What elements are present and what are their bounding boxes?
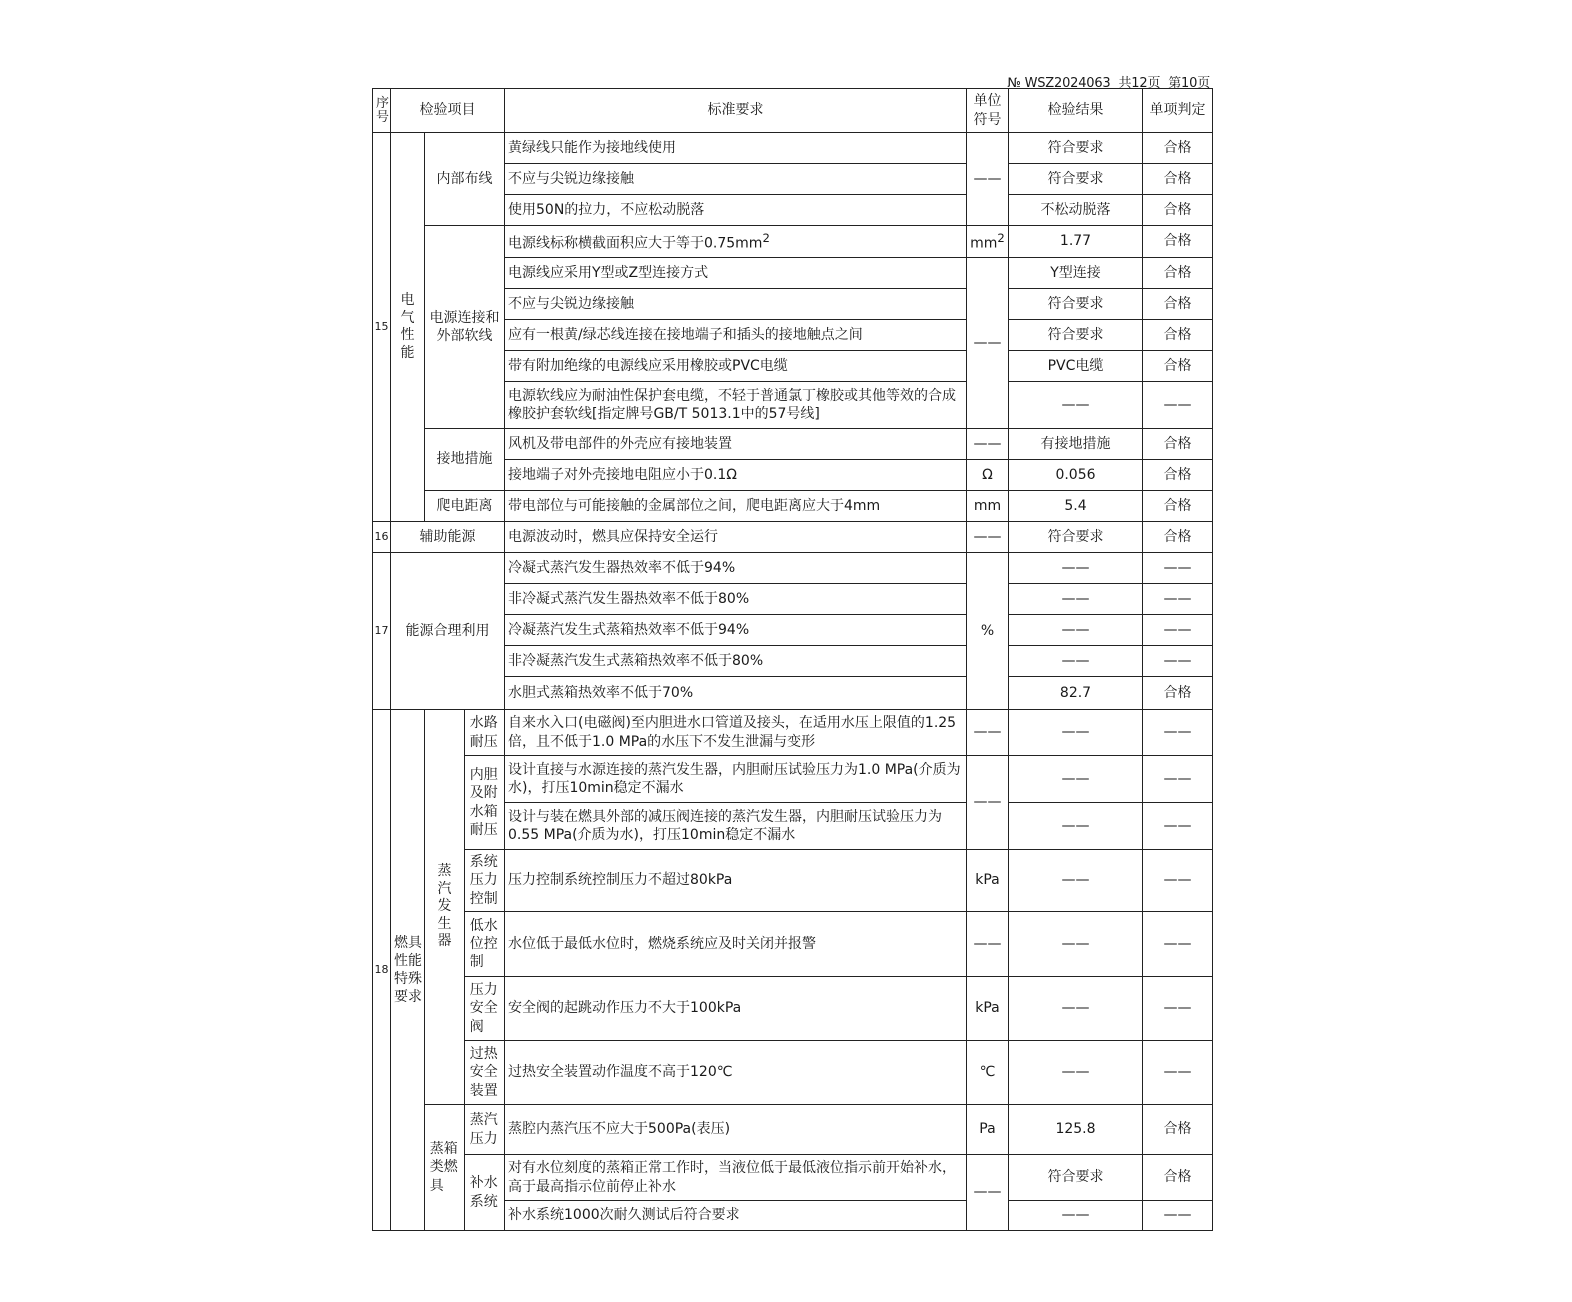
result-cell: PVC电缆 (1009, 351, 1143, 382)
table-row (373, 429, 1213, 460)
col-result: 检验结果 (1009, 89, 1143, 133)
result-cell: —— (1009, 710, 1143, 756)
requirement-cell: 非冷凝式蒸汽发生器热效率不低于80% (505, 584, 967, 615)
verdict-cell: —— (1143, 615, 1213, 646)
result-cell: 不松动脱落 (1009, 195, 1143, 226)
requirement-cell: 蒸腔内蒸汽压不应大于500Pa(表压) (505, 1105, 967, 1155)
page-number: 第10页 (1168, 76, 1210, 91)
requirement-cell: 安全阀的起跳动作压力不大于100kPa (505, 977, 967, 1041)
verdict-cell: —— (1143, 803, 1213, 850)
requirement-cell: 补水系统1000次耐久测试后符合要求 (505, 1201, 967, 1231)
verdict-cell: —— (1143, 710, 1213, 756)
unit-cell: —— (967, 522, 1009, 553)
table-row (373, 1155, 1213, 1201)
requirement-cell: 电源软线应为耐油性保护套电缆，不轻于普通氯丁橡胶或其他等效的合成橡胶护套软线[指定牌号GB/T 5013.1中的57号线] (505, 382, 967, 429)
result-cell: —— (1009, 977, 1143, 1041)
table-row (373, 491, 1213, 522)
unit-cell: —— (967, 429, 1009, 460)
result-cell: —— (1009, 850, 1143, 912)
item-electrical: 电气性能 (391, 133, 425, 522)
total-pages: 共12页 (1118, 76, 1161, 91)
subitem-system-pressure: 系统压力控制 (465, 850, 505, 912)
result-cell: 符合要求 (1009, 1155, 1143, 1201)
result-cell: 符合要求 (1009, 522, 1143, 553)
table-row (373, 912, 1213, 977)
result-cell: 1.77 (1009, 226, 1143, 258)
unit-cell: kPa (967, 850, 1009, 912)
unit-cell: Pa (967, 1105, 1009, 1155)
item-special-requirements: 燃具性能特殊要求 (391, 710, 425, 1231)
result-cell: —— (1009, 1041, 1143, 1105)
item-energy-use: 能源合理利用 (391, 553, 505, 710)
verdict-cell: 合格 (1143, 460, 1213, 491)
requirement-cell: 不应与尖锐边缘接触 (505, 289, 967, 320)
table-row (373, 977, 1213, 1041)
item-aux-energy: 辅助能源 (391, 522, 505, 553)
report-number: № WSZ2024063 (1007, 76, 1111, 91)
result-cell: 符合要求 (1009, 133, 1143, 164)
table-row (373, 710, 1213, 756)
verdict-cell: 合格 (1143, 133, 1213, 164)
verdict-cell: 合格 (1143, 226, 1213, 258)
verdict-cell: —— (1143, 553, 1213, 584)
unit-cell: —— (967, 258, 1009, 429)
header-row (373, 89, 1213, 133)
unit-cell: Ω (967, 460, 1009, 491)
verdict-cell: 合格 (1143, 429, 1213, 460)
inspection-table (372, 88, 1213, 1231)
result-cell: 125.8 (1009, 1105, 1143, 1155)
table-row (373, 226, 1213, 258)
result-cell: 82.7 (1009, 677, 1143, 710)
unit-cell: $mm^2$ (967, 226, 1009, 258)
subitem-creepage: 爬电距离 (425, 491, 505, 522)
result-cell: 有接地措施 (1009, 429, 1143, 460)
subitem-safety-valve: 压力安全阀 (465, 977, 505, 1041)
verdict-cell: 合格 (1143, 289, 1213, 320)
table-row (373, 522, 1213, 553)
unit-cell: —— (967, 912, 1009, 977)
result-cell: 0.056 (1009, 460, 1143, 491)
subitem-tank-pressure: 内胆及附水箱耐压 (465, 756, 505, 850)
requirement-cell: 冷凝式蒸汽发生器热效率不低于94% (505, 553, 967, 584)
result-cell: 符合要求 (1009, 164, 1143, 195)
col-unit: 单位符号 (967, 89, 1009, 133)
unit-cell: ℃ (967, 1041, 1009, 1105)
table-row (373, 553, 1213, 584)
result-cell: —— (1009, 615, 1143, 646)
verdict-cell: —— (1143, 584, 1213, 615)
requirement-cell: 水胆式蒸箱热效率不低于70% (505, 677, 967, 710)
seq-15: 15 (373, 133, 391, 522)
requirement-cell: 带有附加绝缘的电源线应采用橡胶或PVC电缆 (505, 351, 967, 382)
subitem-power-cord: 电源连接和外部软线 (425, 226, 505, 429)
subitem-refill-system: 补水系统 (465, 1155, 505, 1231)
result-cell: —— (1009, 756, 1143, 803)
result-cell: —— (1009, 803, 1143, 850)
requirement-cell: 风机及带电部件的外壳应有接地装置 (505, 429, 967, 460)
verdict-cell: —— (1143, 1201, 1213, 1231)
col-requirement: 标准要求 (505, 89, 967, 133)
table-row (373, 133, 1213, 164)
requirement-cell: 电源线标称横截面积应大于等于$0.75mm^2$ (505, 226, 967, 258)
verdict-cell: 合格 (1143, 677, 1213, 710)
verdict-cell: —— (1143, 912, 1213, 977)
verdict-cell: 合格 (1143, 164, 1213, 195)
result-cell: —— (1009, 553, 1143, 584)
verdict-cell: —— (1143, 756, 1213, 803)
subitem-overheat: 过热安全装置 (465, 1041, 505, 1105)
requirement-cell: 不应与尖锐边缘接触 (505, 164, 967, 195)
result-cell: —— (1009, 646, 1143, 677)
col-seq: 序号 (373, 89, 391, 133)
unit-cell: —— (967, 756, 1009, 850)
subitem-internal-wiring: 内部布线 (425, 133, 505, 226)
verdict-cell: 合格 (1143, 351, 1213, 382)
seq-16: 16 (373, 522, 391, 553)
result-cell: Y型连接 (1009, 258, 1143, 289)
requirement-cell: 电源波动时，燃具应保持安全运行 (505, 522, 967, 553)
table-row (373, 850, 1213, 912)
requirement-cell: 接地端子对外壳接地电阻应小于0.1Ω (505, 460, 967, 491)
verdict-cell: —— (1143, 850, 1213, 912)
result-cell: 符合要求 (1009, 289, 1143, 320)
requirement-cell: 电源线应采用Y型或Z型连接方式 (505, 258, 967, 289)
result-cell: —— (1009, 912, 1143, 977)
requirement-cell: 水位低于最低水位时，燃烧系统应及时关闭并报警 (505, 912, 967, 977)
subitem-grounding: 接地措施 (425, 429, 505, 491)
requirement-cell: 设计直接与水源连接的蒸汽发生器，内胆耐压试验压力为1.0 MPa(介质为水)，打压10min稳定不漏水 (505, 756, 967, 803)
table-row (373, 1105, 1213, 1155)
verdict-cell: —— (1143, 646, 1213, 677)
result-cell: 5.4 (1009, 491, 1143, 522)
unit-cell: —— (967, 133, 1009, 226)
group-steam-box: 蒸箱类燃具 (425, 1105, 465, 1231)
verdict-cell: —— (1143, 1041, 1213, 1105)
col-item: 检验项目 (391, 89, 505, 133)
verdict-cell: 合格 (1143, 522, 1213, 553)
requirement-cell: 冷凝蒸汽发生式蒸箱热效率不低于94% (505, 615, 967, 646)
verdict-cell: 合格 (1143, 320, 1213, 351)
result-cell: —— (1009, 1201, 1143, 1231)
subitem-water-pressure: 水路耐压 (465, 710, 505, 756)
requirement-cell: 过热安全装置动作温度不高于120℃ (505, 1041, 967, 1105)
result-cell: —— (1009, 382, 1143, 429)
requirement-cell: 黄绿线只能作为接地线使用 (505, 133, 967, 164)
unit-cell: % (967, 553, 1009, 710)
table-row (373, 756, 1213, 803)
requirement-cell: 使用50N的拉力，不应松动脱落 (505, 195, 967, 226)
subitem-low-water: 低水位控制 (465, 912, 505, 977)
seq-18: 18 (373, 710, 391, 1231)
requirement-cell: 设计与装在燃具外部的减压阀连接的蒸汽发生器，内胆耐压试验压力为0.55 MPa(介质为水)，打压10min稳定不漏水 (505, 803, 967, 850)
requirement-cell: 压力控制系统控制压力不超过80kPa (505, 850, 967, 912)
verdict-cell: 合格 (1143, 491, 1213, 522)
verdict-cell: 合格 (1143, 258, 1213, 289)
group-steam-generator: 蒸汽发生器 (425, 710, 465, 1105)
verdict-cell: 合格 (1143, 195, 1213, 226)
requirement-cell: 自来水入口(电磁阀)至内胆进水口管道及接头，在适用水压上限值的1.25倍，且不低于1.0 MPa的水压下不发生泄漏与变形 (505, 710, 967, 756)
unit-cell: —— (967, 1155, 1009, 1231)
seq-17: 17 (373, 553, 391, 710)
verdict-cell: —— (1143, 382, 1213, 429)
requirement-cell: 非冷凝蒸汽发生式蒸箱热效率不低于80% (505, 646, 967, 677)
verdict-cell: 合格 (1143, 1105, 1213, 1155)
requirement-cell: 对有水位刻度的蒸箱正常工作时，当液位低于最低液位指示前开始补水，高于最高指示位前停止补水 (505, 1155, 967, 1201)
table-row (373, 1041, 1213, 1105)
requirement-cell: 应有一根黄/绿芯线连接在接地端子和插头的接地触点之间 (505, 320, 967, 351)
verdict-cell: 合格 (1143, 1155, 1213, 1201)
col-verdict: 单项判定 (1143, 89, 1213, 133)
unit-cell: —— (967, 710, 1009, 756)
unit-cell: kPa (967, 977, 1009, 1041)
subitem-steam-pressure: 蒸汽压力 (465, 1105, 505, 1155)
requirement-cell: 带电部位与可能接触的金属部位之间，爬电距离应大于4mm (505, 491, 967, 522)
unit-cell: mm (967, 491, 1009, 522)
result-cell: 符合要求 (1009, 320, 1143, 351)
result-cell: —— (1009, 584, 1143, 615)
verdict-cell: —— (1143, 977, 1213, 1041)
